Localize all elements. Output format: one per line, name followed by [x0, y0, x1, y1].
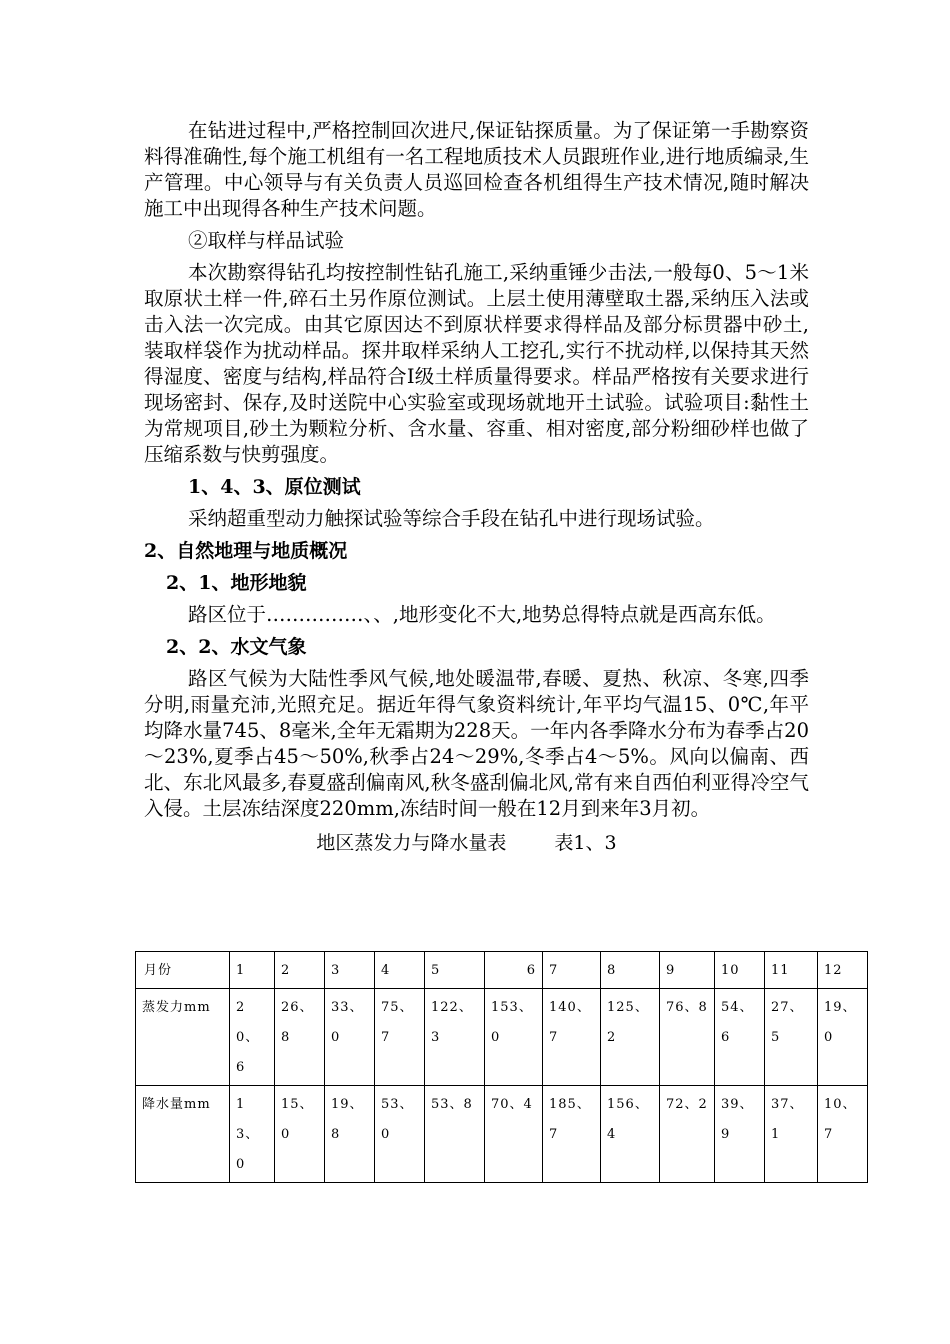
- table-cell: 10: [715, 952, 765, 989]
- table-header-row: [136, 952, 868, 989]
- table-cell: 2: [275, 952, 325, 989]
- table-cell: 7: [543, 952, 601, 989]
- table-cell: 26、8: [275, 989, 325, 1086]
- table-cell: 75、7: [375, 989, 425, 1086]
- table-cell: 33、0: [325, 989, 375, 1086]
- table-cell: 11: [765, 952, 818, 989]
- table-cell: 5: [425, 952, 485, 989]
- heading-in-situ-test: 1、4、3、原位测试: [188, 476, 361, 498]
- table-cell: 122、3: [425, 989, 485, 1086]
- table-cell: 72、2: [660, 1086, 715, 1183]
- table-cell: 月份: [136, 952, 230, 989]
- table-cell: 76、8: [660, 989, 715, 1086]
- table-cell: 37、1: [765, 1086, 818, 1183]
- table-cell: 27、5: [765, 989, 818, 1086]
- table-cell: 140、7: [543, 989, 601, 1086]
- table-cell: 12: [818, 952, 868, 989]
- table-cell: 10、7: [818, 1086, 868, 1183]
- table-cell: 20、6: [230, 989, 275, 1086]
- table-cell: 54、6: [715, 989, 765, 1086]
- table-cell: 9: [660, 952, 715, 989]
- table-cell: 19、8: [325, 1086, 375, 1183]
- table-cell: 15、0: [275, 1086, 325, 1183]
- paragraph-landform: 路区位于……………、、,地形变化不大,地势总得特点就是西高东低。: [188, 603, 776, 626]
- table-cell: 153、0: [485, 989, 543, 1086]
- paragraph-in-situ-test: 采纳超重型动力触探试验等综合手段在钻孔中进行现场试验。: [188, 507, 715, 530]
- table-cell: 125、2: [601, 989, 660, 1086]
- table-caption-title: 地区蒸发力与降水量表: [316, 832, 507, 854]
- section-sampling-title: ②取样与样品试验: [188, 229, 345, 252]
- table-caption-number: 表1、3: [554, 832, 617, 854]
- evaporation-precipitation-table: [135, 951, 868, 1183]
- table-cell: 19、0: [818, 989, 868, 1086]
- heading-natural-geography: 2、自然地理与地质概况: [144, 540, 348, 562]
- table-cell: 8: [601, 952, 660, 989]
- table-cell: 185、7: [543, 1086, 601, 1183]
- paragraph-drilling-control: 在钻进过程中,严格控制回次进尺,保证钻探质量。为了保证第一手勘察资料得准确性,每个施工机组有一名工程地质技术人员跟班作业,进行地质编录,生产管理。中心领导与有关负责人员巡回检查各机组得生产技术情况,随时解决施工中出现得各种生产技术问题。: [144, 119, 809, 220]
- table-cell: 蒸发力mm: [136, 989, 230, 1086]
- table-cell: 4: [375, 952, 425, 989]
- table-cell: 3: [325, 952, 375, 989]
- table-cell: 156、4: [601, 1086, 660, 1183]
- table-cell: 53、0: [375, 1086, 425, 1183]
- paragraph-sampling: 本次勘察得钻孔均按控制性钻孔施工,采纳重锤少击法,一般每0、5～1米取原状土样一件,碎石土另作原位测试。上层土使用薄壁取土器,采纳压入法或击入法一次完成。由其它原因达不到原状样要求得样品及部分标贯器中砂土,装取样袋作为扰动样品。探井取样采纳人工挖孔,实行不扰动样,以保持其天然得湿度、密度与结构,样品符合Ⅰ级土样质量得要求。样品严格按有关要求进行现场密封、保存,及时送院中心实验室或现场就地开土试验。试验项目:黏性土为常规项目,砂土为颗粒分析、含水量、容重、相对密度,部分粉细砂样也做了压缩系数与快剪强度。: [144, 261, 809, 466]
- table-cell: 6: [485, 952, 543, 989]
- heading-hydrology-climate: 2、2、水文气象: [166, 636, 307, 658]
- heading-landform: 2、1、地形地貌: [166, 572, 307, 594]
- table-cell: 降水量mm: [136, 1086, 230, 1183]
- table-row-evaporation: [136, 989, 868, 1086]
- table-cell: 53、8: [425, 1086, 485, 1183]
- table-row-precipitation: [136, 1086, 868, 1183]
- table-cell: 39、9: [715, 1086, 765, 1183]
- table-cell: 70、4: [485, 1086, 543, 1183]
- table-caption: [144, 830, 809, 856]
- paragraph-climate: 路区气候为大陆性季风气候,地处暖温带,春暖、夏热、秋凉、冬寒,四季分明,雨量充沛,光照充足。据近年得气象资料统计,年平均气温15、0℃,年平均降水量745、8毫米,全年无霜期为228天。一年内各季降水分布为春季占20～23%,夏季占45～50%,秋季占24～29%,冬季占4～5%。风向以偏南、西北、东北风最多,春夏盛刮偏南风,秋冬盛刮偏北风,常有来自西伯利亚得冷空气入侵。土层冻结深度220mm,冻结时间一般在12月到来年3月初。: [144, 667, 809, 820]
- table-cell: 1: [230, 952, 275, 989]
- table-cell: 13、0: [230, 1086, 275, 1183]
- document-page: [144, 118, 809, 860]
